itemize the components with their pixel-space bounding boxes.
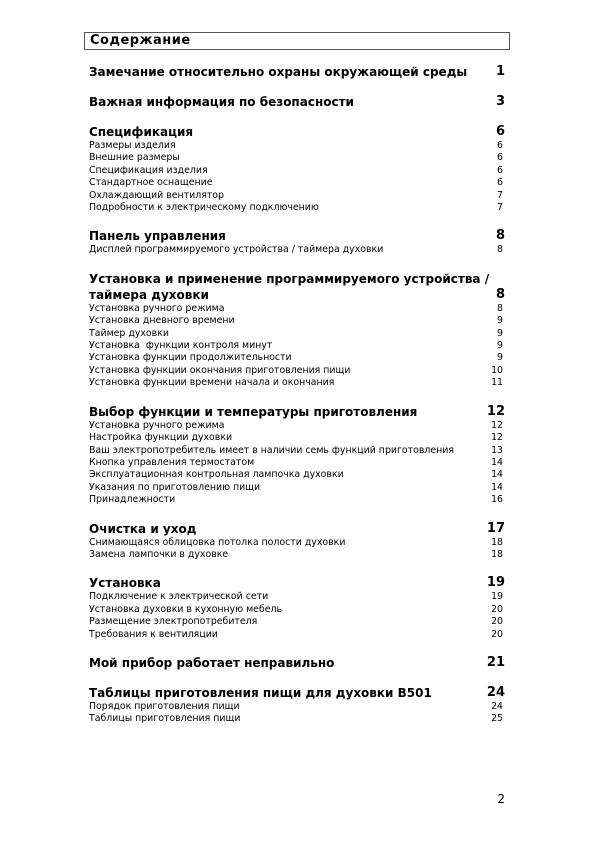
section-page: 8 [495,228,505,244]
item-page: 9 [497,327,503,339]
section-page: 12 [486,403,505,419]
section-title: Спецификация [89,125,194,139]
section-heading[interactable] [89,521,505,537]
item-page: 6 [497,177,503,189]
page-title: Содержание [84,32,510,50]
toc-item[interactable] [89,365,505,377]
toc-item[interactable] [89,629,505,641]
item-label: Размеры изделия [89,140,176,151]
section-page: 19 [486,575,505,591]
toc-item[interactable] [89,537,505,549]
section-heading[interactable] [89,124,505,140]
item-label: Установка духовки в кухонную мебель [89,603,283,615]
toc-item[interactable] [89,616,505,628]
section-heading[interactable] [89,655,505,671]
item-page: 12 [491,432,503,444]
item-label: Установка ручного режима [89,302,225,314]
item-label: Размещение электропотребителя [89,616,258,628]
section-title: Панель управления [89,229,226,244]
item-label: Замена лампочки в духовке [89,548,229,560]
item-page: 14 [491,481,503,493]
toc-section-control-panel [89,228,505,256]
item-page: 16 [491,494,503,506]
item-label: Спецификация изделия [89,164,208,176]
toc-item[interactable] [89,604,505,616]
toc-item[interactable] [89,701,505,713]
item-page: 20 [491,628,503,640]
item-page: 24 [491,700,503,712]
section-title: Мой прибор работает неправильно [89,655,335,670]
toc-section-specification [89,124,505,214]
section-title-line-2: таймера духовки [89,287,209,302]
toc-item[interactable] [89,469,505,481]
item-label: Установка функции времени начала и окончания [89,377,335,389]
item-label: Настройка функции духовки [89,432,233,444]
section-heading[interactable] [89,685,505,701]
item-label: Кнопка управления термостатом [89,456,255,468]
section-page: 8 [495,286,505,302]
section-heading-line-1[interactable] [89,271,505,287]
section-page: 17 [486,520,505,536]
section-heading[interactable] [89,64,505,80]
item-page: 7 [497,202,503,214]
item-label: Установка функции окончания приготовления пищи [89,364,351,376]
item-label: Таймер духовки [89,327,169,339]
toc-item[interactable] [89,420,505,432]
toc-item[interactable] [89,328,505,340]
item-page: 20 [491,616,503,628]
item-page: 12 [491,419,503,431]
item-page: 18 [491,536,503,548]
toc-item[interactable] [89,445,505,457]
item-page: 8 [497,244,503,256]
item-page: 10 [491,364,503,376]
toc-section-troubleshooting [89,655,505,671]
item-page: 25 [491,713,503,725]
item-page: 6 [497,140,503,151]
item-label: Таблицы приготовления пищи [89,713,241,725]
toc-item[interactable] [89,340,505,352]
item-page: 7 [497,189,503,201]
toc-section-installation [89,575,505,641]
section-heading-line-2[interactable] [89,287,505,303]
section-title: Таблицы приготовления пищи для духовки B501 [89,685,432,700]
item-label: Ваш электропотребитель имеет в наличии семь функций приготовления [89,444,454,456]
item-label: Установка дневного времени [89,315,235,327]
toc-item[interactable] [89,152,505,164]
toc-item[interactable] [89,432,505,444]
section-page: 21 [486,654,505,670]
section-page: 6 [495,124,505,139]
toc-item[interactable] [89,482,505,494]
item-page: 14 [491,456,503,468]
section-page: 3 [495,94,505,109]
section-title: Замечание относительно охраны окружающей среды [89,65,468,79]
item-label: Указания по приготовлению пищи [89,481,261,493]
item-label: Стандартное оснащение [89,177,213,189]
toc-item[interactable] [89,165,505,177]
section-title-line-1: Установка и применение программируемого устройства / [89,271,490,286]
item-label: Установка функции продолжительности [89,352,292,364]
item-label: Требования к вентиляции [89,628,218,640]
item-page: 9 [497,352,503,364]
item-label: Внешние размеры [89,152,180,164]
section-heading[interactable] [89,94,505,110]
item-page: 9 [497,315,503,327]
item-label: Дисплей программируемого устройства / таймера духовки [89,244,384,256]
section-heading[interactable] [89,404,505,420]
page-number: 2 [497,792,505,806]
item-page: 14 [491,469,503,481]
table-of-contents [89,64,505,740]
toc-item[interactable] [89,190,505,202]
toc-item[interactable] [89,377,505,389]
toc-item[interactable] [89,549,505,561]
toc-section-safety [89,94,505,110]
item-label: Порядок приготовления пищи [89,700,240,712]
item-label: Эксплуатационная контрольная лампочка духовки [89,469,344,481]
item-page: 8 [497,302,503,314]
item-label: Охлаждающий вентилятор [89,189,224,201]
toc-section-functions [89,404,505,507]
item-page: 9 [497,340,503,352]
section-title: Важная информация по безопасности [89,95,354,109]
section-page: 24 [486,684,505,700]
toc-item[interactable] [89,303,505,315]
item-page: 6 [497,164,503,176]
item-page: 20 [491,603,503,615]
toc-item[interactable] [89,202,505,214]
item-page: 11 [491,377,503,389]
toc-item[interactable] [89,591,505,603]
item-label: Подключение к электрической сети [89,591,269,603]
toc-item[interactable] [89,494,505,506]
toc-item[interactable] [89,713,505,725]
toc-item[interactable] [89,352,505,364]
toc-item[interactable] [89,457,505,469]
section-title: Выбор функции и температуры приготовления [89,404,418,419]
item-label: Снимающаяся облицовка потолка полости духовки [89,536,346,548]
item-label: Установка ручного режима [89,419,225,431]
toc-item[interactable] [89,244,505,256]
toc-item[interactable] [89,140,505,152]
item-page: 13 [491,444,503,456]
section-title: Очистка и уход [89,521,197,536]
item-page: 18 [491,548,503,560]
section-page: 1 [495,64,505,79]
toc-section-cleaning [89,521,505,562]
section-title: Установка [89,576,161,591]
item-label: Принадлежности [89,494,176,506]
item-page: 19 [491,591,503,603]
toc-section-programmer [89,271,505,390]
item-label: Установка функции контроля минут [89,340,273,352]
section-heading[interactable] [89,575,505,591]
toc-item[interactable] [89,315,505,327]
toc-section-environment [89,64,505,80]
section-heading[interactable] [89,228,505,244]
item-label: Подробности к электрическому подключению [89,202,319,214]
item-page: 6 [497,152,503,164]
toc-section-cooking-tables [89,685,505,726]
toc-item[interactable] [89,177,505,189]
